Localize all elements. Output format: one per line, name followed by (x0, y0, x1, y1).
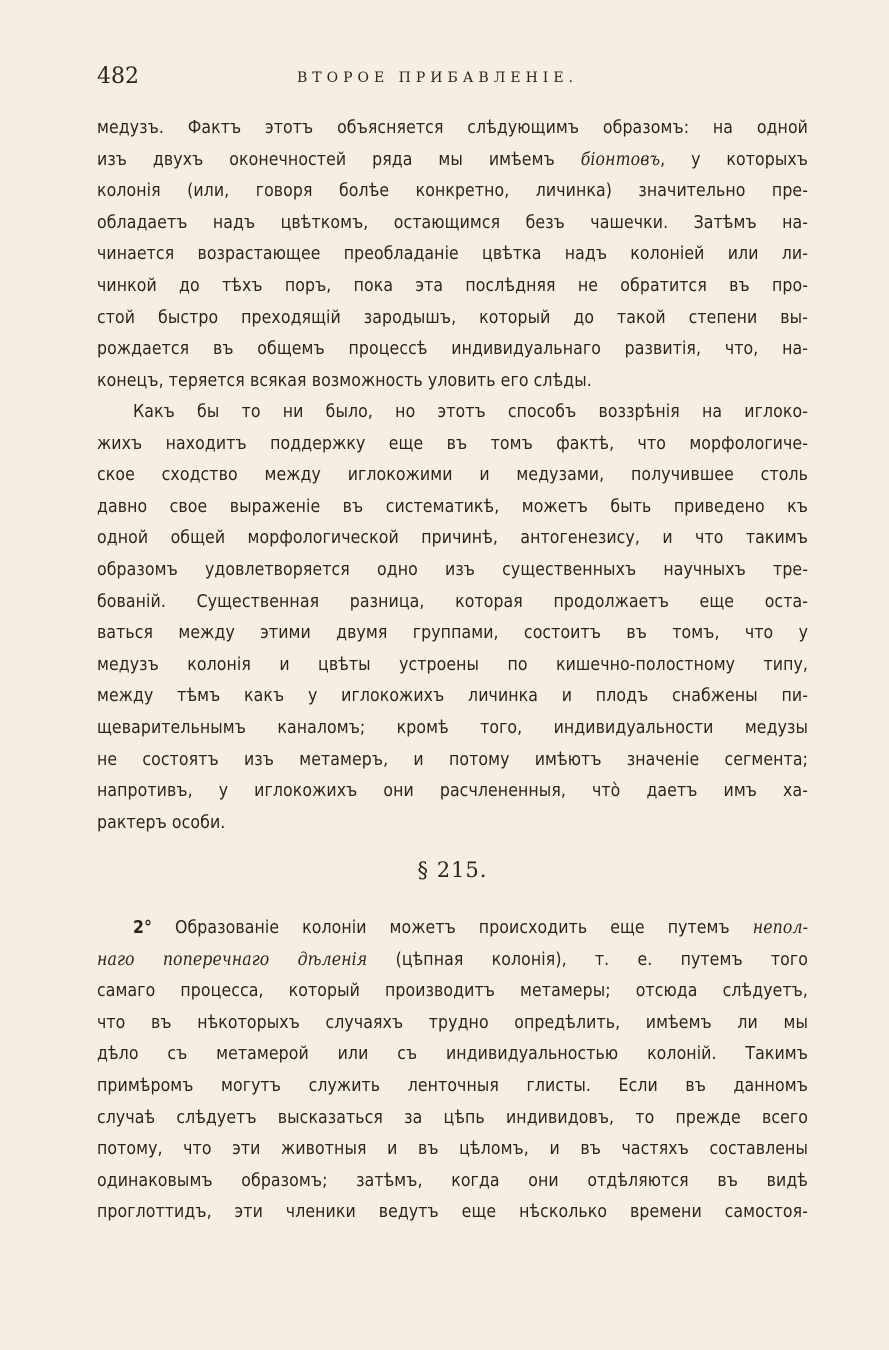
text-line: между тѣмъ какъ у иглокожихъ личинка и плодъ снабжены пи- (97, 686, 808, 707)
text-line: не состоятъ изъ метамеръ, и потому имѣютъ значеніе сегмента; (97, 749, 808, 770)
text-line: чинкой до тѣхъ поръ, пока эта послѣдняя не обратится въ про- (97, 275, 808, 296)
text-line: жихъ находитъ поддержку еще въ томъ фактѣ, что морфологиче- (97, 433, 808, 454)
italic-term: біонтовъ (580, 149, 661, 170)
text-line: обладаетъ надъ цвѣткомъ, остающимся безъ чашечки. Затѣмъ на- (97, 212, 808, 233)
text-line: самаго процесса, который производитъ метамеры; отсюда слѣдуетъ, (97, 981, 808, 1002)
text-line: давно свое выраженіе въ систематикѣ, можетъ быть приведено къ (97, 496, 808, 517)
text-line: чинается возрастающее преобладаніе цвѣтка надъ колоніей или ли- (97, 244, 808, 265)
text-line: что въ нѣкоторыхъ случаяхъ трудно опредѣлить, имѣемъ ли мы (97, 1012, 808, 1033)
italic-term: непол- (752, 918, 808, 938)
text-line: медузъ колонія и цвѣты устроены по кишечно-полостному типу, (97, 654, 808, 675)
text-line: примѣромъ могутъ служить ленточныя глисты. Если въ данномъ (97, 1075, 808, 1096)
text-line: щеварительнымъ каналомъ; кромѣ того, индивидуальности медузы (97, 717, 808, 738)
text-line: изъ двухъ оконечностей ряда мы имѣемъ біонтовъ, у которыхъ (97, 149, 808, 170)
text-line: дѣло съ метамерой или съ индивидуальностью колоній. Такимъ (97, 1044, 808, 1065)
text-line: одинаковымъ образомъ; затѣмъ, когда они отдѣляются въ видѣ (97, 1170, 808, 1191)
paragraph-2 (97, 397, 808, 839)
text-line: колонія (или, говоря болѣе конкретно, личинка) значительно пре- (97, 181, 808, 202)
item-number: 2° (133, 918, 153, 938)
text-line: рактеръ особи. (97, 812, 226, 833)
text-line: 2° Образованіе колоніи можетъ происходить еще путемъ непол- (133, 918, 808, 938)
text-line: ское сходство между иглокожими и медузами, получившее столь (97, 465, 808, 486)
text-line: ваться между этими двумя группами, состоитъ въ томъ, что у (97, 623, 808, 644)
section-heading: § 215. (417, 858, 488, 882)
text-line: стой быстро преходящій зародышъ, который до такой степени вы- (97, 307, 808, 328)
text-line: случаѣ слѣдуетъ высказаться за цѣпь индивидовъ, то прежде всего (97, 1107, 808, 1128)
text-line: потому, что эти животныя и въ цѣломъ, и въ частяхъ составлены (97, 1139, 808, 1160)
text-line: образомъ удовлетворяется одно изъ существенныхъ научныхъ тре- (97, 559, 808, 580)
text-line: наго поперечнаго дѣленія (цѣпная колонія), т. е. путемъ того (97, 949, 809, 970)
text-line: медузъ. Фактъ этотъ объясняется слѣдующимъ образомъ: на одной (97, 118, 808, 138)
text-line: напротивъ, у иглокожихъ они расчлененныя, что̀ даетъ имъ ха- (97, 781, 808, 802)
paragraph-1 (97, 113, 808, 397)
text-line: Какъ бы то ни было, но этотъ способъ воззрѣнія на иглоко- (133, 402, 808, 422)
italic-term: наго поперечнаго дѣленія (97, 949, 368, 970)
running-head: ВТОРОЕ ПРИБАВЛЕНІЕ. (297, 70, 578, 86)
text-line: проглоттидъ, эти членики ведутъ еще нѣсколько времени самостоя- (97, 1202, 808, 1223)
page-number: 482 (97, 64, 139, 89)
text-line: рождается въ общемъ процессѣ индивидуальнаго развитія, что, на- (97, 339, 808, 360)
text-line: одной общей морфологической причинѣ, антогенезису, и что такимъ (97, 528, 808, 549)
paragraph-3 (97, 913, 808, 1229)
page-header (97, 62, 807, 92)
text-line: бованій. Существенная разница, которая продолжаетъ еще оста- (97, 591, 808, 612)
text-line: конецъ, теряется всякая возможность уловить его слѣды. (97, 370, 592, 391)
